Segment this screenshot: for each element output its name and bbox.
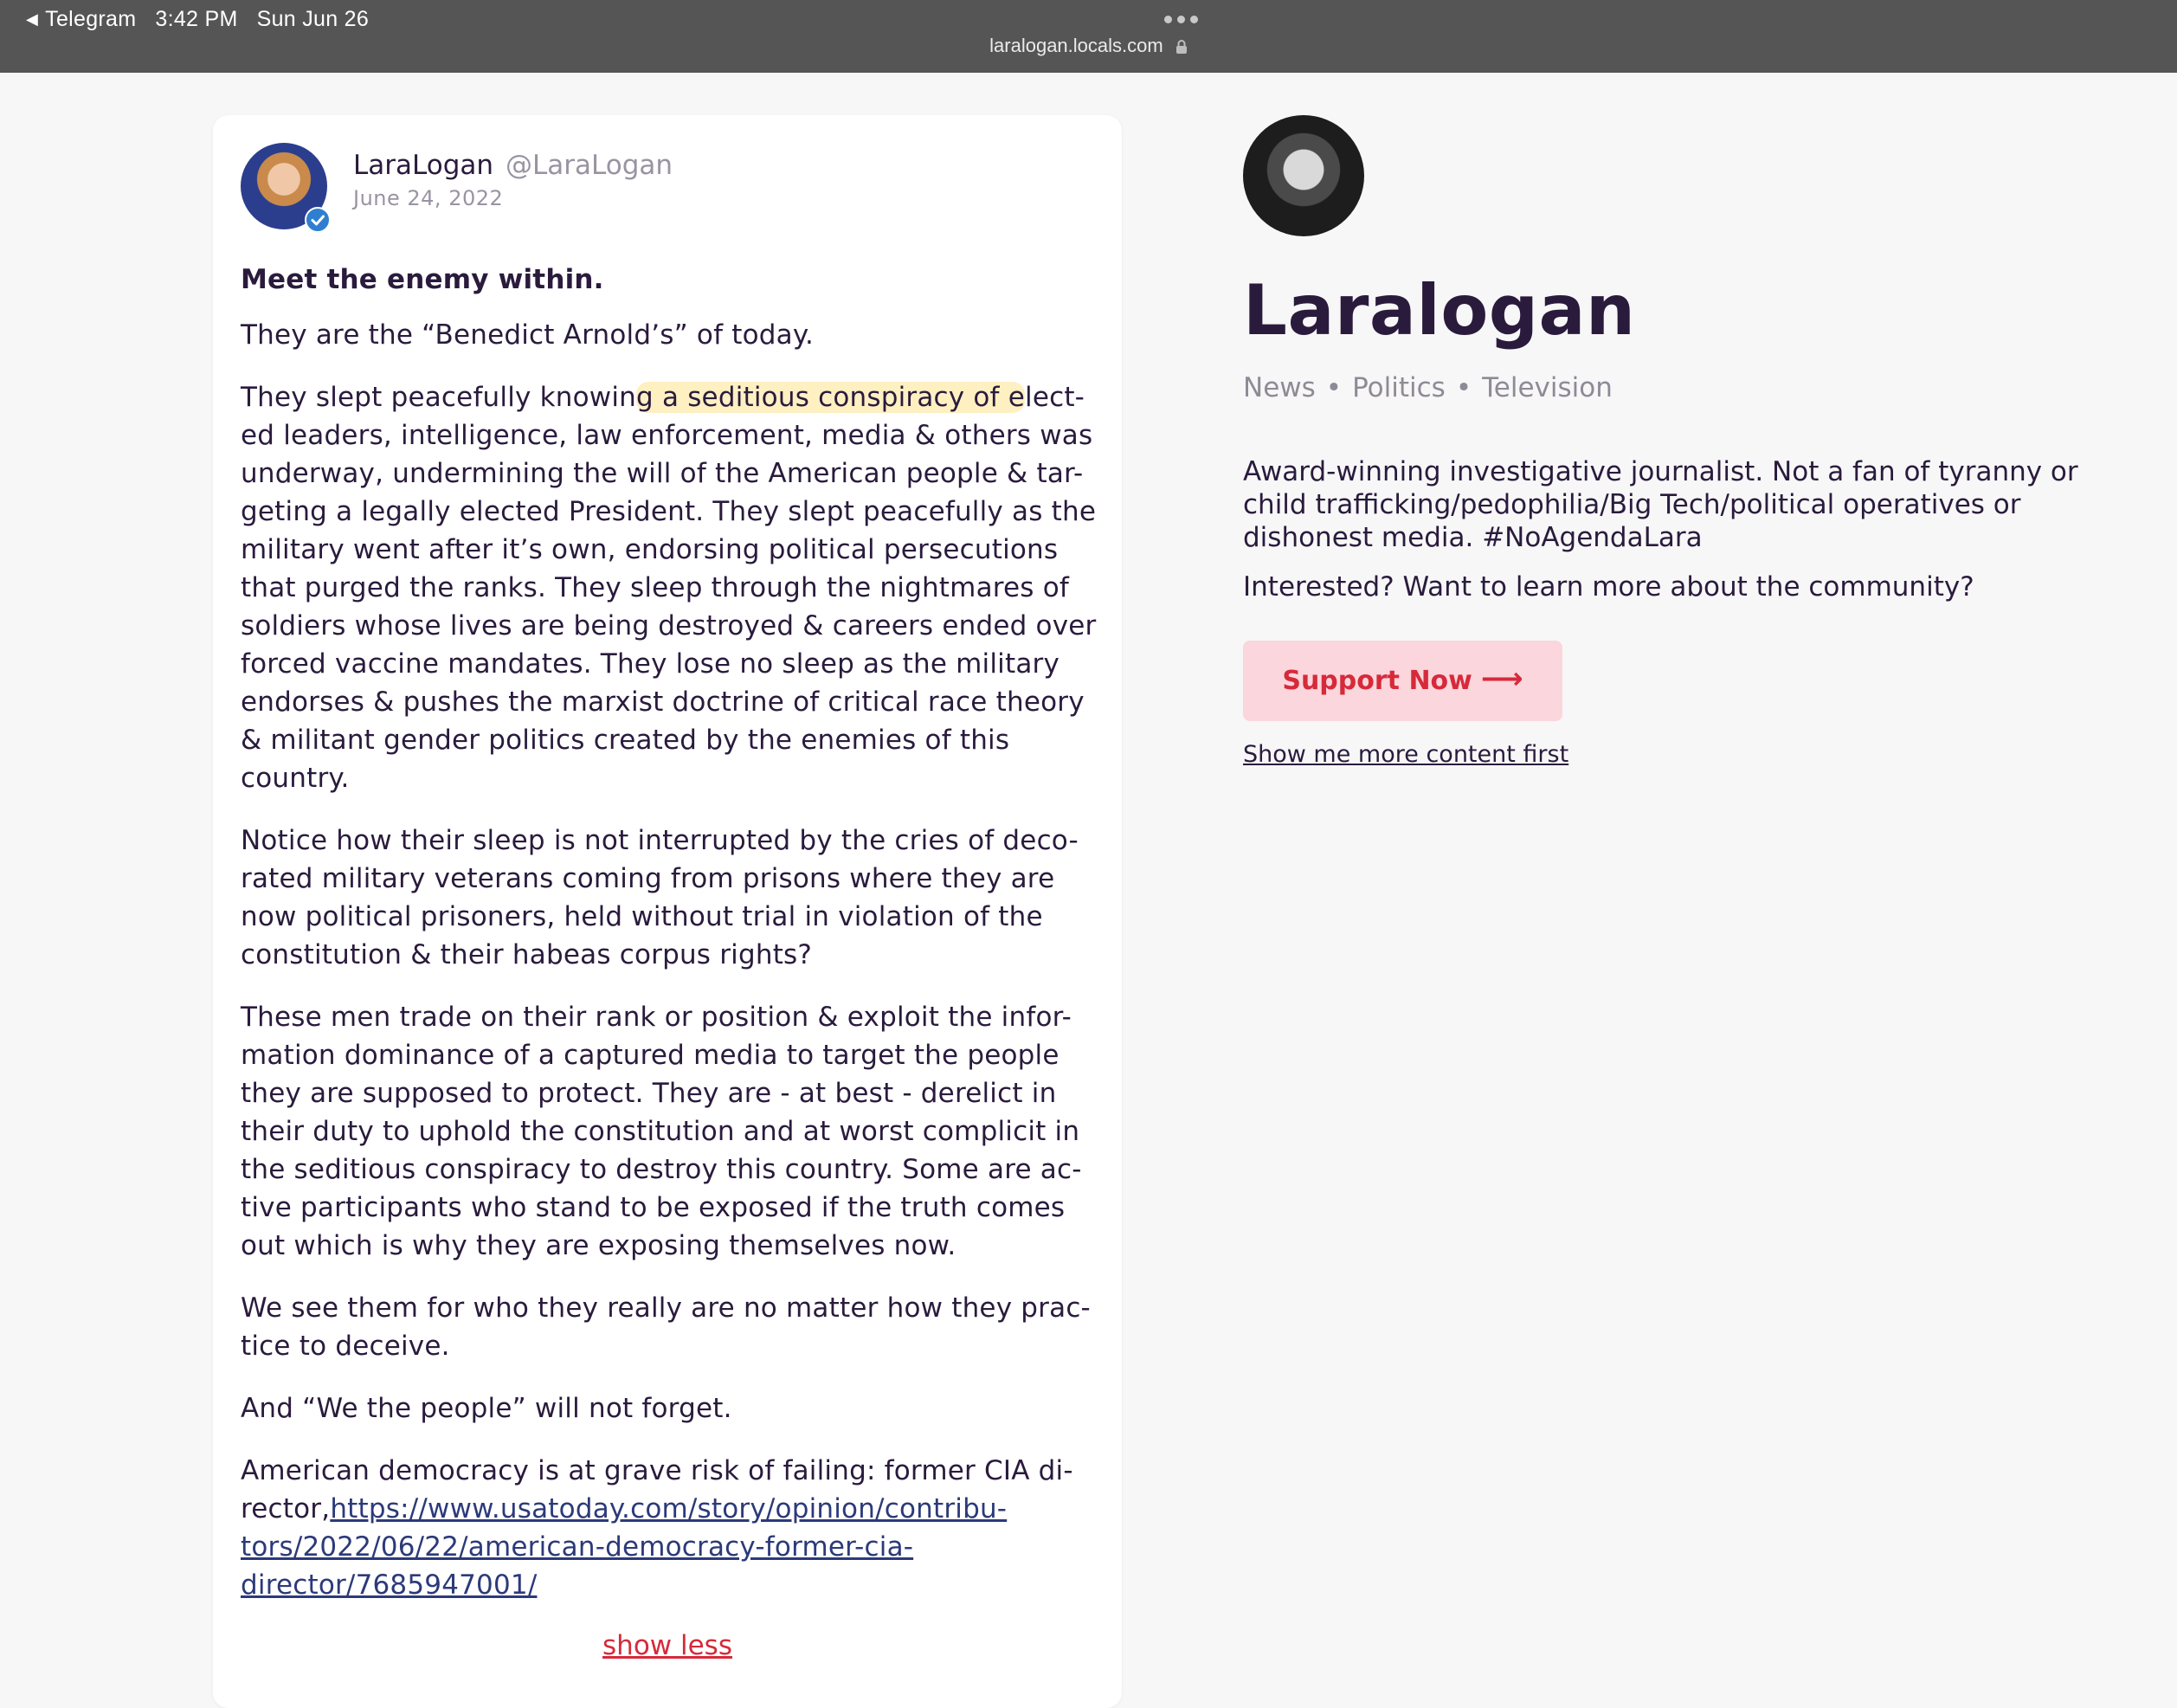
- post-paragraph-2: [241, 378, 1106, 797]
- category-politics: Politics: [1352, 372, 1446, 403]
- paragraph-7-text: American democracy is at grave risk of failing: former CIA di-rector,: [241, 1455, 1073, 1524]
- verified-check-icon: [305, 207, 331, 233]
- show-more-content-link[interactable]: Show me more content first: [1243, 741, 1569, 768]
- back-to-app-button[interactable]: [26, 7, 136, 32]
- community-avatar: [1243, 115, 1364, 236]
- highlighted-text: g a seditious conspiracy of e: [636, 382, 1025, 413]
- url-text: laralogan.locals.com: [989, 35, 1163, 56]
- author-name[interactable]: LaraLogan: [353, 150, 494, 181]
- support-now-button[interactable]: [1243, 641, 1562, 721]
- status-time: 3:42 PM: [155, 7, 238, 31]
- back-triangle-icon: ◀: [26, 10, 39, 28]
- browser-top-bar: [0, 0, 2177, 73]
- post-paragraph-4: These men trade on their rank or position & exploit the infor-mation dominance of a captured media to target the people they are supposed to protect. They are - at best - derelict in their duty to uphold the constitution and at worst complicit in the seditious conspiracy to destroy this country. Some are ac-tive participants who stand to be exposed if the truth comes out which is why they are exposing themselves now.: [241, 1002, 1082, 1261]
- post-paragraph-1: They are the “Benedict Arnold’s” of today.: [241, 319, 815, 351]
- paragraph-2-rest: lect-ed leaders, intelligence, law enforcement, media & others was underway, undermining the will of the American people & tar-geting a legally elected President. They slept peacefully as the military went after it’s own, endorsing political persecutions that purged the ranks. They sleep through the nightmares of soldiers whose lives are being destroyed & careers ended over forced vaccine mandates. They lose no sleep as the military endorses & pushes the marxist doctrine of critical race theory & militant gender politics created by the enemies of this country.: [241, 382, 1097, 794]
- community-bio: Award-winning investigative journalist. Not a fan of tyranny or child trafficking/pedophilia/Big Tech/political operatives or dishonest media. #NoAgendaLara: [1243, 456, 2078, 553]
- author-handle[interactable]: @LaraLogan: [506, 150, 673, 181]
- interested-prompt: Interested? Want to learn more about the community?: [1243, 571, 1974, 603]
- category-separator: •: [1325, 372, 1343, 403]
- post-paragraph-5: We see them for who they really are no matter how they prac-tice to deceive.: [241, 1292, 1091, 1362]
- category-television: Television: [1482, 372, 1613, 403]
- category-news: News: [1243, 372, 1316, 403]
- show-less-link[interactable]: show less: [602, 1630, 732, 1661]
- community-categories: [1243, 372, 1613, 403]
- lock-icon: [1175, 39, 1188, 55]
- support-now-label: Support Now: [1282, 666, 1472, 696]
- post-body: [241, 261, 1106, 1628]
- post-card: [213, 115, 1122, 1708]
- address-bar[interactable]: [0, 35, 2177, 57]
- post-title: Meet the enemy within.: [241, 264, 604, 295]
- article-link[interactable]: https://www.usatoday.com/story/opinion/contribu-tors/2022/06/22/american-democracy-former-cia-director/7685947001/: [241, 1493, 1008, 1601]
- status-date: Sun Jun 26: [256, 7, 370, 31]
- status-bar: [26, 7, 369, 32]
- ellipsis-icon[interactable]: [1164, 16, 1198, 23]
- post-paragraph-3: Notice how their sleep is not interrupted by the cries of deco-rated military veterans coming from prisons where they are now political prisoners, held without trial in violation of the constitution & their habeas corpus rights?: [241, 825, 1079, 970]
- post-paragraph-6: And “We the people” will not forget.: [241, 1393, 732, 1424]
- back-app-label: Telegram: [45, 7, 137, 31]
- post-paragraph-7: [241, 1452, 1106, 1604]
- paragraph-2-start: They slept peacefully knowin: [241, 382, 637, 413]
- arrow-right-icon: ⟶: [1480, 661, 1523, 696]
- post-date: June 24, 2022: [353, 186, 504, 210]
- category-separator: •: [1455, 372, 1472, 403]
- community-title: Laralogan: [1243, 270, 1636, 351]
